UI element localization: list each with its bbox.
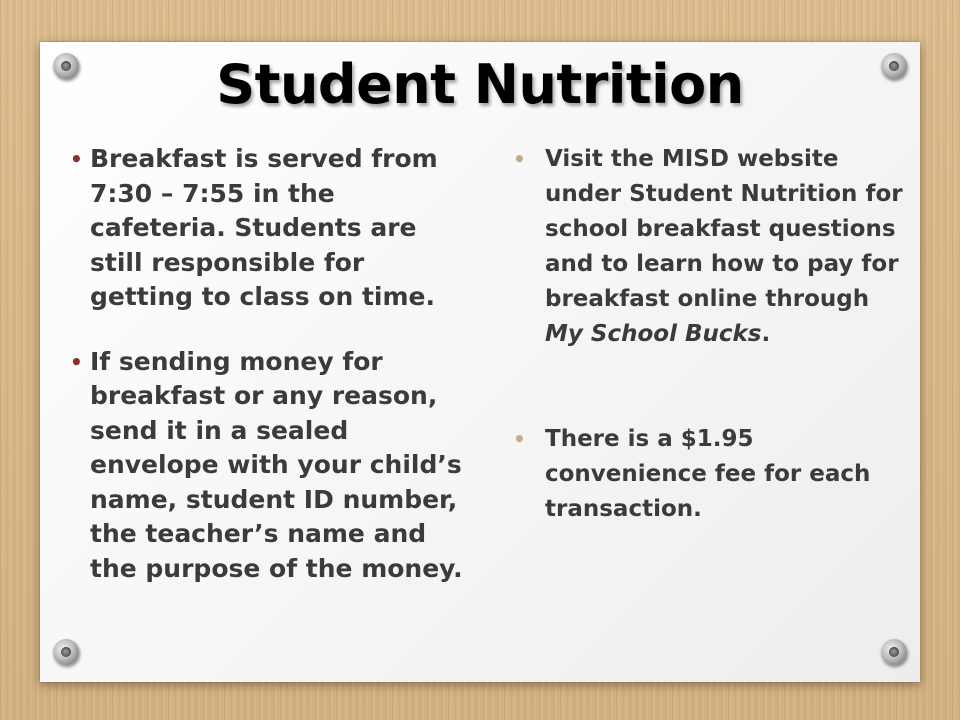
bullet-text: Breakfast is served from 7:30 – 7:55 in the cafeteria. Students are still responsible for getting to class on time. bbox=[90, 144, 438, 311]
bullet-item-convenience-fee bbox=[513, 422, 908, 527]
bullet-item-breakfast-hours bbox=[70, 142, 465, 315]
my-school-bucks-text: My School Bucks bbox=[545, 321, 762, 347]
bullet-text-tail: . bbox=[761, 321, 771, 347]
bullet-text: There is a $1.95 convenience fee for each transaction. bbox=[545, 426, 871, 522]
bullet-text: If sending money for breakfast or any reason, send it in a sealed envelope with your child’s name, student ID number, the teacher’s name and the purpose of the money. bbox=[90, 346, 463, 583]
pushpin-icon bbox=[53, 639, 79, 665]
bullet-text: Visit the MISD website under Student Nutrition for school breakfast questions and to learn how to pay for breakfast online through bbox=[545, 146, 903, 312]
pushpin-icon bbox=[881, 639, 907, 665]
bullet-item-sending-money bbox=[70, 345, 465, 587]
bullet-icon: • bbox=[70, 147, 83, 171]
bullet-item-misd-website bbox=[513, 142, 908, 352]
right-bullet-list bbox=[513, 142, 908, 597]
bullet-icon: • bbox=[70, 349, 83, 374]
bullet-icon: • bbox=[513, 147, 526, 171]
bullet-icon: • bbox=[513, 427, 526, 451]
left-bullet-list bbox=[70, 142, 465, 616]
slide-title: Student Nutrition bbox=[216, 53, 744, 116]
